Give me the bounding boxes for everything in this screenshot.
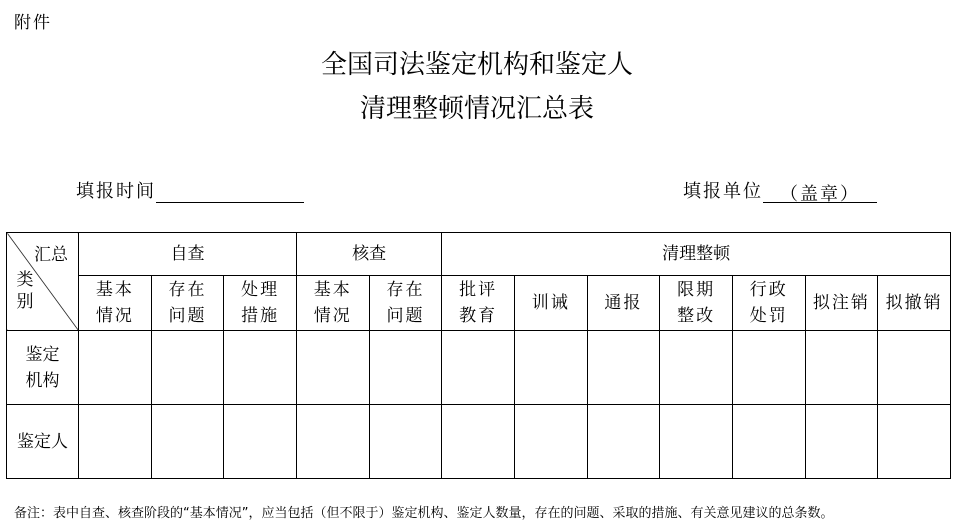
- sub-header-cell: 批评 教育: [442, 276, 515, 331]
- data-cell[interactable]: [805, 331, 878, 405]
- data-cell[interactable]: [514, 331, 587, 405]
- sub-header-cell: 基本 情况: [296, 276, 369, 331]
- page-title-line1: 全国司法鉴定机构和鉴定人: [320, 50, 633, 80]
- corner-top-label: 汇总: [34, 245, 68, 265]
- sub-header-cell: 存在 问题: [369, 276, 442, 331]
- seal-label: （盖章）: [780, 184, 860, 205]
- row-header-institution: 鉴定 机构: [7, 331, 79, 405]
- data-cell[interactable]: [878, 331, 951, 405]
- data-cell[interactable]: [732, 331, 805, 405]
- sub-header-cell: 训诫: [514, 276, 587, 331]
- group-rectification: 清理整顿: [442, 233, 951, 276]
- page-title-line2: 清理整顿情况汇总表: [359, 94, 594, 124]
- data-cell[interactable]: [587, 331, 660, 405]
- sub-header-cell: 限期 整改: [660, 276, 733, 331]
- data-cell[interactable]: [224, 331, 297, 405]
- data-cell[interactable]: [151, 331, 224, 405]
- table-row: [7, 405, 951, 479]
- sub-header-row: [7, 276, 951, 331]
- sub-header-cell: 通报: [587, 276, 660, 331]
- table-row: [7, 331, 951, 405]
- footnote: 备注：表中自查、核查阶段的“基本情况”，应当包括（但不限于）鉴定机构、鉴定人数量，存在的问题、采取的措施、有关意见建议的总条数。: [14, 506, 834, 521]
- group-verification: 核查: [296, 233, 441, 276]
- fill-time-blank[interactable]: [156, 180, 304, 203]
- data-cell[interactable]: [587, 405, 660, 479]
- data-cell[interactable]: [514, 405, 587, 479]
- data-cell[interactable]: [79, 405, 152, 479]
- sub-header-cell: 行政 处罚: [732, 276, 805, 331]
- data-cell[interactable]: [296, 331, 369, 405]
- sub-header-cell: 拟撤销: [878, 276, 951, 331]
- fill-time-label: 填报时间: [76, 181, 156, 202]
- data-cell[interactable]: [296, 405, 369, 479]
- sub-header-cell: 基本 情况: [79, 276, 152, 331]
- data-cell[interactable]: [660, 331, 733, 405]
- data-cell[interactable]: [79, 331, 152, 405]
- group-header-row: [7, 233, 951, 276]
- attachment-label: 附件: [14, 13, 52, 33]
- fill-unit-field: [683, 177, 877, 203]
- data-cell[interactable]: [369, 331, 442, 405]
- sub-header-cell: 处理 措施: [224, 276, 297, 331]
- data-cell[interactable]: [151, 405, 224, 479]
- fill-time-field: [76, 177, 304, 203]
- data-cell[interactable]: [732, 405, 805, 479]
- sub-header-cell: 拟注销: [805, 276, 878, 331]
- summary-table: [6, 232, 951, 479]
- data-cell[interactable]: [878, 405, 951, 479]
- row-header-appraiser: 鉴定人: [7, 405, 79, 479]
- data-cell[interactable]: [224, 405, 297, 479]
- data-cell[interactable]: [442, 405, 515, 479]
- fill-unit-blank[interactable]: [763, 180, 877, 203]
- corner-bottom-label: 类别: [16, 270, 34, 312]
- group-self-check: 自查: [79, 233, 297, 276]
- corner-header-cell: [7, 233, 79, 331]
- data-cell[interactable]: [660, 405, 733, 479]
- sub-header-cell: 存在 问题: [151, 276, 224, 331]
- fill-unit-label: 填报单位: [683, 181, 763, 202]
- data-cell[interactable]: [442, 331, 515, 405]
- data-cell[interactable]: [369, 405, 442, 479]
- data-cell[interactable]: [805, 405, 878, 479]
